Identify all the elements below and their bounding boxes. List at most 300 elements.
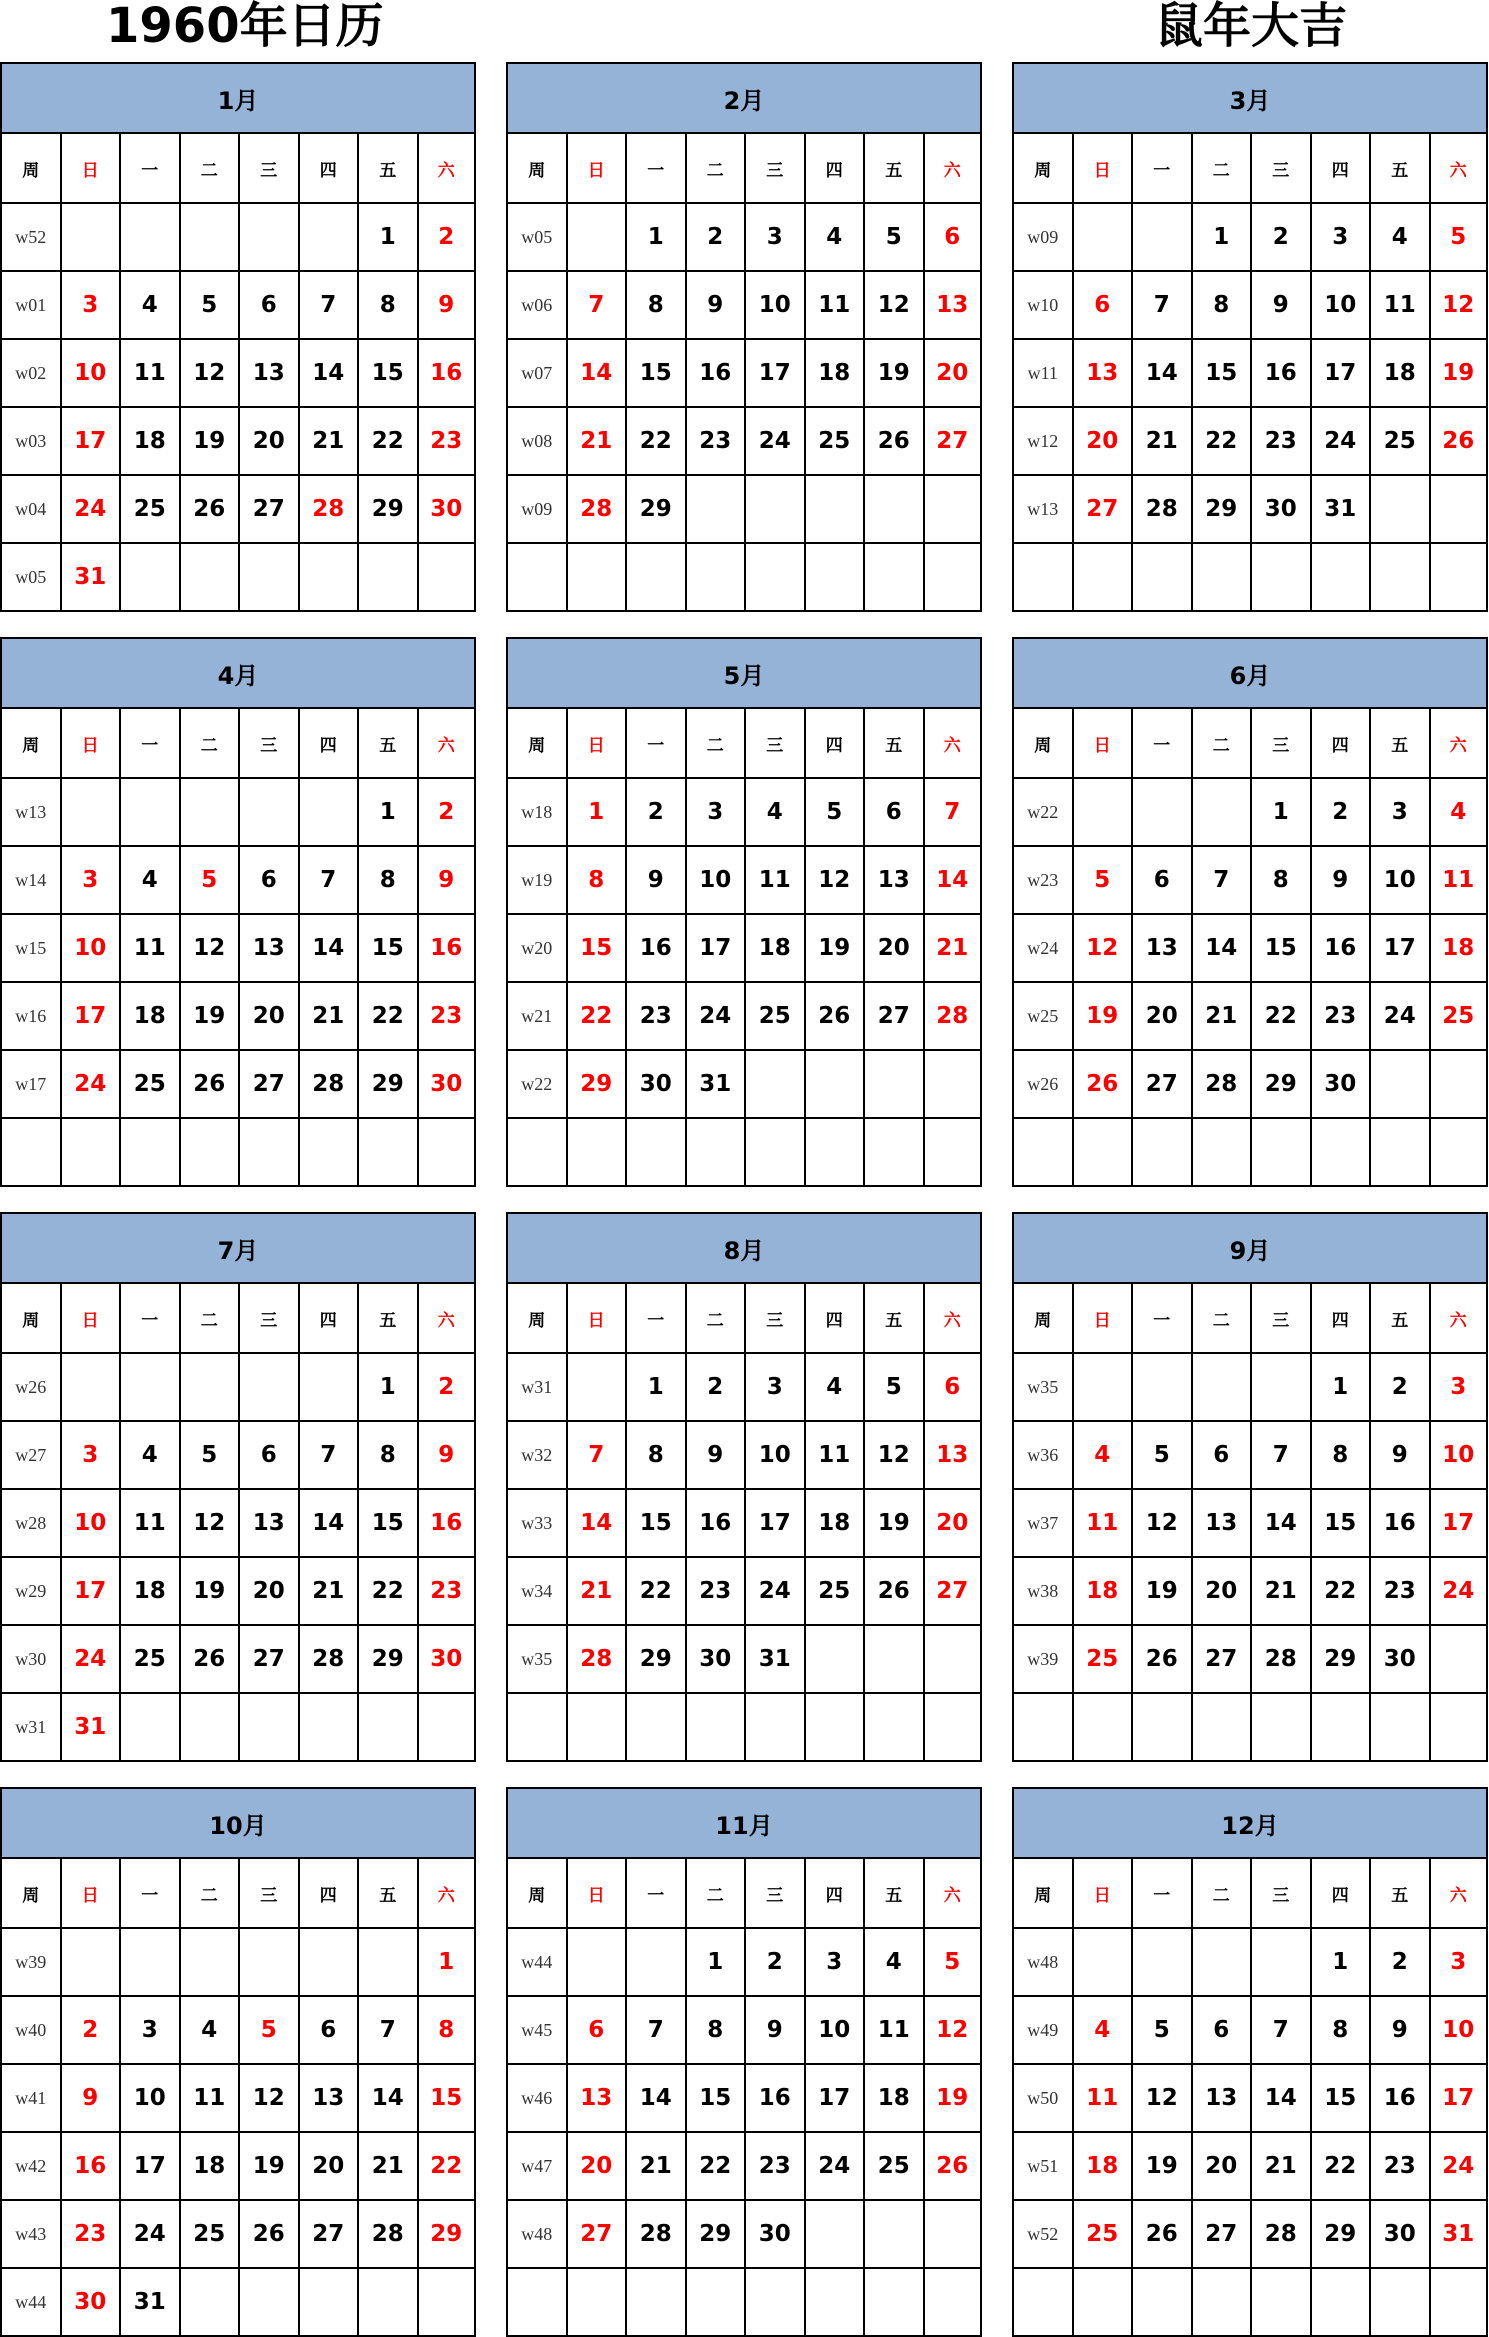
weekday-header: 六	[418, 1283, 476, 1353]
day-cell: 31	[1311, 475, 1371, 543]
day-cell: 10	[61, 339, 121, 407]
day-cell: 25	[1370, 407, 1430, 475]
empty-day-cell	[864, 1118, 924, 1186]
day-cell: 2	[686, 203, 746, 271]
empty-day-cell	[1370, 2268, 1430, 2336]
day-cell: 26	[180, 475, 240, 543]
week-number: w23	[1013, 846, 1073, 914]
week-number: w01	[1, 271, 61, 339]
week-number: w04	[1, 475, 61, 543]
empty-day-cell	[239, 1353, 299, 1421]
day-cell: 18	[864, 2064, 924, 2132]
day-cell: 27	[567, 2200, 627, 2268]
empty-day-cell	[1192, 1118, 1252, 1186]
day-cell: 16	[626, 914, 686, 982]
day-cell: 27	[924, 407, 982, 475]
day-cell: 30	[1251, 475, 1311, 543]
empty-day-cell	[567, 543, 627, 611]
weekday-header: 四	[805, 1283, 865, 1353]
day-cell: 20	[239, 1557, 299, 1625]
day-cell: 4	[120, 846, 180, 914]
month-header: 11月	[507, 1788, 981, 1858]
day-cell: 17	[1430, 2064, 1488, 2132]
empty-day-cell	[299, 2268, 359, 2336]
week-number: w18	[507, 778, 567, 846]
weekday-header: 一	[626, 708, 686, 778]
week-row	[507, 1996, 981, 2064]
day-cell: 17	[1370, 914, 1430, 982]
empty-day-cell	[626, 1118, 686, 1186]
day-cell: 2	[418, 1353, 476, 1421]
month-calendar	[0, 1212, 476, 1756]
week-number	[507, 1118, 567, 1186]
weekday-header: 三	[745, 708, 805, 778]
empty-day-cell	[120, 1928, 180, 1996]
day-cell: 21	[567, 1557, 627, 1625]
day-cell: 13	[239, 1489, 299, 1557]
day-cell: 11	[1073, 1489, 1133, 1557]
empty-day-cell	[358, 2268, 418, 2336]
empty-day-cell	[864, 1050, 924, 1118]
week-number: w51	[1013, 2132, 1073, 2200]
month-header-row	[1, 1213, 475, 1283]
day-cell: 17	[61, 982, 121, 1050]
day-cell: 17	[61, 407, 121, 475]
day-cell: 10	[1370, 846, 1430, 914]
day-cell: 20	[924, 339, 982, 407]
weekday-header: 四	[805, 708, 865, 778]
day-cell: 12	[1132, 1489, 1192, 1557]
week-row	[1, 271, 475, 339]
day-cell: 21	[358, 2132, 418, 2200]
day-cell: 20	[924, 1489, 982, 1557]
day-cell: 20	[1132, 982, 1192, 1050]
weekday-header: 六	[924, 1858, 982, 1928]
month-table	[506, 637, 982, 1187]
month-table	[1012, 62, 1488, 612]
day-cell: 9	[418, 846, 476, 914]
weekday-header: 五	[864, 1283, 924, 1353]
day-cell: 6	[239, 271, 299, 339]
week-row	[1, 1489, 475, 1557]
week-row	[1, 2268, 475, 2336]
day-cell: 13	[1132, 914, 1192, 982]
day-cell: 28	[1192, 1050, 1252, 1118]
week-number: w03	[1, 407, 61, 475]
empty-day-cell	[686, 1693, 746, 1761]
day-cell: 20	[567, 2132, 627, 2200]
day-cell: 16	[418, 914, 476, 982]
day-cell: 18	[180, 2132, 240, 2200]
week-number: w47	[507, 2132, 567, 2200]
day-cell: 8	[686, 1996, 746, 2064]
day-cell: 9	[686, 271, 746, 339]
weekday-header: 二	[180, 1858, 240, 1928]
week-number: w35	[507, 1625, 567, 1693]
empty-day-cell	[418, 543, 476, 611]
month-header: 1月	[1, 63, 475, 133]
empty-day-cell	[61, 203, 121, 271]
weekday-header: 周	[507, 708, 567, 778]
empty-day-cell	[1192, 543, 1252, 611]
day-cell: 23	[418, 407, 476, 475]
empty-day-cell	[1311, 1118, 1371, 1186]
month-header: 5月	[507, 638, 981, 708]
day-cell: 29	[1311, 2200, 1371, 2268]
week-number: w36	[1013, 1421, 1073, 1489]
week-row	[1, 778, 475, 846]
week-row	[1013, 203, 1487, 271]
weekday-header: 二	[1192, 708, 1252, 778]
month-table	[0, 62, 476, 612]
week-number: w12	[1013, 407, 1073, 475]
week-number: w32	[507, 1421, 567, 1489]
day-cell: 6	[239, 846, 299, 914]
day-cell: 5	[805, 778, 865, 846]
week-number: w27	[1, 1421, 61, 1489]
day-cell: 30	[418, 475, 476, 543]
day-cell: 17	[745, 1489, 805, 1557]
empty-day-cell	[805, 1050, 865, 1118]
day-cell: 27	[239, 1625, 299, 1693]
day-cell: 11	[180, 2064, 240, 2132]
weekday-header: 五	[1370, 133, 1430, 203]
month-calendar	[506, 1212, 982, 1756]
day-cell: 6	[239, 1421, 299, 1489]
day-cell: 11	[805, 271, 865, 339]
week-number	[1013, 1118, 1073, 1186]
day-cell: 14	[567, 339, 627, 407]
week-number: w41	[1, 2064, 61, 2132]
weekday-header: 周	[1, 708, 61, 778]
day-cell: 5	[180, 1421, 240, 1489]
empty-day-cell	[1430, 2268, 1488, 2336]
day-cell: 27	[1192, 1625, 1252, 1693]
day-cell: 14	[924, 846, 982, 914]
weekday-header: 日	[567, 708, 627, 778]
weekday-header: 周	[1013, 133, 1073, 203]
day-cell: 1	[567, 778, 627, 846]
empty-day-cell	[805, 543, 865, 611]
day-cell: 31	[120, 2268, 180, 2336]
day-cell: 23	[61, 2200, 121, 2268]
week-row	[1013, 407, 1487, 475]
weekday-header: 二	[1192, 1858, 1252, 1928]
week-row	[1013, 2132, 1487, 2200]
empty-day-cell	[1251, 1118, 1311, 1186]
week-row	[1, 914, 475, 982]
day-cell: 1	[1251, 778, 1311, 846]
day-cell: 15	[567, 914, 627, 982]
week-row	[1013, 914, 1487, 982]
day-cell: 7	[299, 271, 359, 339]
day-cell: 21	[299, 407, 359, 475]
week-row	[1013, 339, 1487, 407]
day-cell: 18	[120, 1557, 180, 1625]
day-cell: 2	[626, 778, 686, 846]
week-number: w39	[1013, 1625, 1073, 1693]
day-cell: 3	[1430, 1353, 1488, 1421]
day-cell: 15	[418, 2064, 476, 2132]
day-cell: 6	[924, 203, 982, 271]
day-cell: 9	[1370, 1421, 1430, 1489]
week-number: w42	[1, 2132, 61, 2200]
day-cell: 12	[805, 846, 865, 914]
empty-day-cell	[120, 1118, 180, 1186]
week-row	[507, 271, 981, 339]
day-cell: 26	[239, 2200, 299, 2268]
day-cell: 16	[1370, 2064, 1430, 2132]
day-cell: 18	[1073, 2132, 1133, 2200]
empty-day-cell	[805, 475, 865, 543]
weekday-header: 三	[745, 1858, 805, 1928]
empty-day-cell	[180, 1928, 240, 1996]
day-cell: 26	[924, 2132, 982, 2200]
weekday-header: 四	[299, 1283, 359, 1353]
week-number: w31	[1, 1693, 61, 1761]
week-number: w33	[507, 1489, 567, 1557]
week-row	[1013, 475, 1487, 543]
empty-day-cell	[1192, 2268, 1252, 2336]
day-cell: 4	[180, 1996, 240, 2064]
empty-day-cell	[1192, 1353, 1252, 1421]
weekday-header: 六	[1430, 1858, 1488, 1928]
weekday-header: 五	[358, 133, 418, 203]
day-cell: 31	[1430, 2200, 1488, 2268]
day-cell: 16	[686, 1489, 746, 1557]
empty-day-cell	[299, 1928, 359, 1996]
day-cell: 23	[745, 2132, 805, 2200]
empty-day-cell	[567, 2268, 627, 2336]
day-cell: 12	[180, 914, 240, 982]
day-cell: 29	[358, 475, 418, 543]
empty-day-cell	[745, 475, 805, 543]
day-cell: 14	[299, 339, 359, 407]
empty-day-cell	[1192, 1693, 1252, 1761]
day-cell: 1	[626, 203, 686, 271]
day-cell: 13	[299, 2064, 359, 2132]
day-cell: 19	[1073, 982, 1133, 1050]
day-cell: 15	[1311, 2064, 1371, 2132]
day-cell: 31	[61, 543, 121, 611]
month-header-row	[507, 638, 981, 708]
empty-day-cell	[1132, 1353, 1192, 1421]
day-cell: 18	[1430, 914, 1488, 982]
day-cell: 26	[864, 1557, 924, 1625]
month-header-row	[507, 1788, 981, 1858]
week-number: w48	[507, 2200, 567, 2268]
week-row	[507, 1421, 981, 1489]
empty-day-cell	[1370, 1050, 1430, 1118]
day-cell: 9	[1311, 846, 1371, 914]
day-cell: 17	[805, 2064, 865, 2132]
empty-day-cell	[299, 778, 359, 846]
day-cell: 23	[686, 1557, 746, 1625]
week-row	[507, 543, 981, 611]
week-row	[1, 543, 475, 611]
day-cell: 28	[1132, 475, 1192, 543]
day-cell: 26	[1132, 1625, 1192, 1693]
weekday-header: 四	[299, 708, 359, 778]
day-cell: 12	[1430, 271, 1488, 339]
week-number: w26	[1, 1353, 61, 1421]
empty-day-cell	[239, 543, 299, 611]
day-cell: 23	[1251, 407, 1311, 475]
weekday-header: 三	[745, 133, 805, 203]
day-cell: 17	[1430, 1489, 1488, 1557]
day-cell: 5	[864, 203, 924, 271]
weekday-header: 二	[1192, 133, 1252, 203]
week-row	[507, 2268, 981, 2336]
empty-day-cell	[1430, 1118, 1488, 1186]
weekday-header: 周	[1013, 1283, 1073, 1353]
empty-day-cell	[1430, 1050, 1488, 1118]
month-table	[1012, 1787, 1488, 2337]
week-number: w10	[1013, 271, 1073, 339]
day-cell: 4	[1073, 1996, 1133, 2064]
weekday-header: 二	[1192, 1283, 1252, 1353]
empty-day-cell	[924, 1693, 982, 1761]
day-cell: 29	[418, 2200, 476, 2268]
empty-day-cell	[1073, 1353, 1133, 1421]
month-header-row	[507, 1213, 981, 1283]
day-cell: 23	[1311, 982, 1371, 1050]
day-cell: 6	[299, 1996, 359, 2064]
weekday-header-row	[507, 708, 981, 778]
weekday-header-row	[507, 1283, 981, 1353]
day-cell: 24	[120, 2200, 180, 2268]
weekday-header: 周	[1, 133, 61, 203]
day-cell: 25	[805, 407, 865, 475]
day-cell: 30	[61, 2268, 121, 2336]
week-number: w09	[507, 475, 567, 543]
day-cell: 27	[239, 1050, 299, 1118]
week-number: w50	[1013, 2064, 1073, 2132]
weekday-header: 一	[120, 708, 180, 778]
empty-day-cell	[1073, 203, 1133, 271]
empty-day-cell	[626, 1693, 686, 1761]
day-cell: 7	[358, 1996, 418, 2064]
day-cell: 28	[626, 2200, 686, 2268]
weekday-header: 一	[626, 1283, 686, 1353]
weekday-header-row	[507, 1858, 981, 1928]
day-cell: 10	[745, 271, 805, 339]
empty-day-cell	[1430, 475, 1488, 543]
empty-day-cell	[745, 2268, 805, 2336]
day-cell: 8	[1192, 271, 1252, 339]
day-cell: 28	[358, 2200, 418, 2268]
empty-day-cell	[1251, 2268, 1311, 2336]
week-row	[1013, 1118, 1487, 1186]
empty-day-cell	[418, 1118, 476, 1186]
day-cell: 17	[1311, 339, 1371, 407]
day-cell: 20	[239, 407, 299, 475]
month-header-row	[1, 63, 475, 133]
day-cell: 22	[358, 1557, 418, 1625]
weekday-header: 一	[626, 133, 686, 203]
empty-day-cell	[180, 2268, 240, 2336]
day-cell: 24	[61, 1050, 121, 1118]
empty-day-cell	[1311, 543, 1371, 611]
day-cell: 30	[418, 1625, 476, 1693]
day-cell: 15	[626, 1489, 686, 1557]
weekday-header: 三	[239, 133, 299, 203]
month-table	[506, 1787, 982, 2337]
empty-day-cell	[120, 778, 180, 846]
week-row	[507, 407, 981, 475]
day-cell: 11	[1370, 271, 1430, 339]
day-cell: 22	[1311, 1557, 1371, 1625]
day-cell: 21	[626, 2132, 686, 2200]
empty-day-cell	[567, 1928, 627, 1996]
week-row	[1013, 1693, 1487, 1761]
day-cell: 9	[626, 846, 686, 914]
day-cell: 24	[1370, 982, 1430, 1050]
day-cell: 10	[1430, 1996, 1488, 2064]
week-row	[1, 2132, 475, 2200]
day-cell: 14	[299, 1489, 359, 1557]
day-cell: 24	[686, 982, 746, 1050]
week-row	[507, 203, 981, 271]
weekday-header: 三	[1251, 133, 1311, 203]
day-cell: 15	[358, 339, 418, 407]
month-header: 6月	[1013, 638, 1487, 708]
empty-day-cell	[864, 2200, 924, 2268]
empty-day-cell	[686, 2268, 746, 2336]
weekday-header: 四	[805, 1858, 865, 1928]
day-cell: 10	[1430, 1421, 1488, 1489]
day-cell: 7	[1251, 1421, 1311, 1489]
empty-day-cell	[924, 2200, 982, 2268]
weekday-header: 日	[61, 133, 121, 203]
week-number: w05	[1, 543, 61, 611]
day-cell: 8	[418, 1996, 476, 2064]
week-row	[1013, 1557, 1487, 1625]
week-number: w21	[507, 982, 567, 1050]
day-cell: 8	[1311, 1421, 1371, 1489]
month-calendar	[1012, 1787, 1488, 2331]
day-cell: 18	[745, 914, 805, 982]
weekday-header: 四	[1311, 1283, 1371, 1353]
month-table	[506, 62, 982, 612]
day-cell: 1	[418, 1928, 476, 1996]
week-number	[507, 1693, 567, 1761]
day-cell: 21	[1132, 407, 1192, 475]
day-cell: 25	[120, 1050, 180, 1118]
day-cell: 29	[686, 2200, 746, 2268]
day-cell: 19	[864, 1489, 924, 1557]
weekday-header: 五	[1370, 1283, 1430, 1353]
weekday-header: 周	[1013, 708, 1073, 778]
day-cell: 20	[1192, 1557, 1252, 1625]
weekday-header: 一	[1132, 708, 1192, 778]
day-cell: 22	[686, 2132, 746, 2200]
day-cell: 9	[61, 2064, 121, 2132]
day-cell: 21	[299, 1557, 359, 1625]
week-number: w35	[1013, 1353, 1073, 1421]
day-cell: 11	[805, 1421, 865, 1489]
week-number: w08	[507, 407, 567, 475]
day-cell: 4	[745, 778, 805, 846]
day-cell: 30	[1311, 1050, 1371, 1118]
week-row	[507, 1489, 981, 1557]
day-cell: 7	[1132, 271, 1192, 339]
day-cell: 15	[626, 339, 686, 407]
empty-day-cell	[1132, 1118, 1192, 1186]
empty-day-cell	[805, 1693, 865, 1761]
month-header-row	[1013, 638, 1487, 708]
weekday-header: 一	[1132, 133, 1192, 203]
